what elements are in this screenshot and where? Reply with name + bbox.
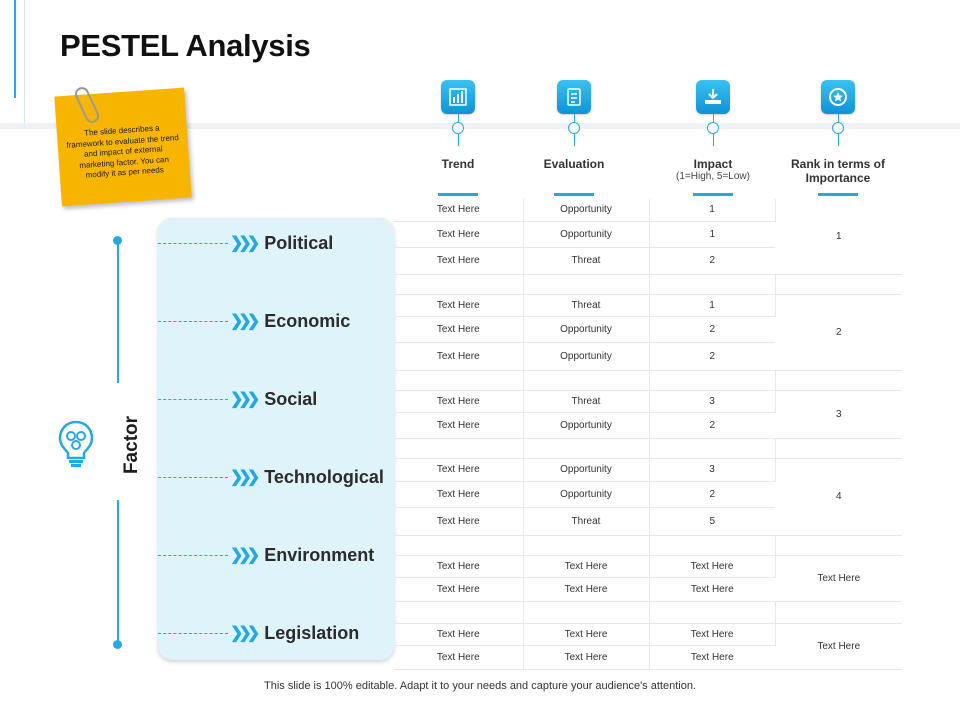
spacer-cell xyxy=(649,438,775,458)
evaluation-cell: Text Here xyxy=(523,555,649,577)
column-underline xyxy=(554,193,594,196)
trend-cell: Text Here xyxy=(394,577,523,601)
accent-bar xyxy=(14,0,16,98)
trend-cell: Text Here xyxy=(394,623,523,645)
spacer-cell xyxy=(775,438,902,458)
chevrons-icon: ❯❯❯ xyxy=(230,391,256,408)
column-underline xyxy=(438,193,478,196)
column-header-trend: Trend xyxy=(441,157,475,171)
axis-dot xyxy=(113,640,122,649)
spacer-row xyxy=(394,535,902,555)
chart-icon xyxy=(441,80,475,114)
table-row xyxy=(394,555,902,577)
impact-cell: 3 xyxy=(649,390,775,412)
star-badge-icon xyxy=(821,80,855,114)
connector-pin xyxy=(452,122,464,134)
rank-cell: 1 xyxy=(775,199,902,274)
evaluation-cell: Opportunity xyxy=(523,481,649,507)
spacer-cell xyxy=(523,535,649,555)
spacer-cell xyxy=(649,601,775,623)
chevrons-icon: ❯❯❯ xyxy=(230,235,256,252)
impact-cell: 3 xyxy=(649,458,775,481)
column-underline xyxy=(693,193,733,196)
rank-cell: Text Here xyxy=(775,555,902,601)
impact-cell: 2 xyxy=(649,481,775,507)
spacer-cell xyxy=(394,535,523,555)
evaluation-cell: Opportunity xyxy=(523,342,649,370)
impact-cell: Text Here xyxy=(649,645,775,669)
trend-cell: Text Here xyxy=(394,294,523,316)
dashed-connector xyxy=(158,243,228,244)
evaluation-cell: Text Here xyxy=(523,645,649,669)
pestel-table xyxy=(394,199,902,670)
sticky-note xyxy=(54,88,191,207)
connector-stem xyxy=(458,134,459,146)
rank-cell: 3 xyxy=(775,390,902,438)
rank-cell: Text Here xyxy=(775,623,902,669)
footer-note: This slide is 100% editable. Adapt it to your needs and capture your audience's attention. xyxy=(264,680,696,692)
spacer-cell xyxy=(649,535,775,555)
connector-stem xyxy=(713,134,714,146)
rank-cell: 4 xyxy=(775,458,902,535)
table-row xyxy=(394,623,902,645)
impact-cell: Text Here xyxy=(649,555,775,577)
accent-bar-thin xyxy=(24,0,25,128)
spacer-cell xyxy=(394,370,523,390)
chevrons-icon: ❯❯❯ xyxy=(230,469,256,486)
spacer-cell xyxy=(523,438,649,458)
impact-cell: 1 xyxy=(649,199,775,221)
dashed-connector xyxy=(158,555,228,556)
evaluation-cell: Threat xyxy=(523,294,649,316)
rank-cell: 2 xyxy=(775,294,902,370)
trend-cell: Text Here xyxy=(394,645,523,669)
factor-row-environment xyxy=(158,541,374,569)
spacer-cell xyxy=(394,601,523,623)
checklist-icon xyxy=(557,80,591,114)
trend-cell: Text Here xyxy=(394,316,523,342)
spacer-cell xyxy=(649,370,775,390)
factor-label: Legislation xyxy=(264,622,360,643)
trend-cell: Text Here xyxy=(394,247,523,274)
table-row xyxy=(394,199,902,221)
column-header-impact: Impact (1=High, 5=Low) xyxy=(663,157,763,182)
slide-title: PESTEL Analysis xyxy=(60,28,311,63)
dashed-connector xyxy=(158,477,228,478)
connector-pin xyxy=(832,122,844,134)
column-header-evaluation: Evaluation xyxy=(543,157,605,171)
chevrons-icon: ❯❯❯ xyxy=(230,625,256,642)
spacer-cell xyxy=(394,274,523,294)
impact-cell: 2 xyxy=(649,412,775,438)
connector-stem xyxy=(574,134,575,146)
chevrons-icon: ❯❯❯ xyxy=(230,547,256,564)
column-header-rank: Rank in terms of Importance xyxy=(790,157,886,185)
evaluation-cell: Opportunity xyxy=(523,221,649,247)
table-row xyxy=(394,458,902,481)
spacer-cell xyxy=(775,274,902,294)
impact-cell: Text Here xyxy=(649,577,775,601)
evaluation-cell: Threat xyxy=(523,507,649,535)
factor-label: Economic xyxy=(264,310,351,331)
axis-dot xyxy=(113,236,122,245)
factor-label: Environment xyxy=(264,544,375,565)
impact-cell: 1 xyxy=(649,294,775,316)
factor-row-social xyxy=(158,385,317,413)
trend-cell: Text Here xyxy=(394,390,523,412)
impact-cell: 1 xyxy=(649,221,775,247)
impact-cell: 2 xyxy=(649,247,775,274)
spacer-cell xyxy=(523,274,649,294)
factor-row-legislation xyxy=(158,619,359,647)
spacer-row xyxy=(394,274,902,294)
column-underline xyxy=(818,193,858,196)
factor-axis-label: Factor xyxy=(121,415,142,475)
table-row xyxy=(394,390,902,412)
evaluation-cell: Threat xyxy=(523,247,649,274)
spacer-row xyxy=(394,370,902,390)
evaluation-cell: Opportunity xyxy=(523,199,649,221)
spacer-row xyxy=(394,601,902,623)
connector-pin xyxy=(707,122,719,134)
trend-cell: Text Here xyxy=(394,199,523,221)
chevrons-icon: ❯❯❯ xyxy=(230,313,256,330)
evaluation-cell: Text Here xyxy=(523,623,649,645)
evaluation-cell: Opportunity xyxy=(523,412,649,438)
dashed-connector xyxy=(158,321,228,322)
factor-axis-line xyxy=(117,500,119,645)
spacer-cell xyxy=(523,601,649,623)
trend-cell: Text Here xyxy=(394,555,523,577)
evaluation-cell: Text Here xyxy=(523,577,649,601)
spacer-cell xyxy=(394,438,523,458)
trend-cell: Text Here xyxy=(394,481,523,507)
factor-label: Social xyxy=(264,388,318,409)
sticky-note-text: The slide describes a framework to evaluate the trend and impact of external marketing factor. You can modify it as per needs xyxy=(66,123,180,180)
trend-cell: Text Here xyxy=(394,412,523,438)
factor-row-political xyxy=(158,229,333,257)
spacer-cell xyxy=(775,370,902,390)
spacer-cell xyxy=(523,370,649,390)
factor-panel xyxy=(158,218,394,660)
trend-cell: Text Here xyxy=(394,507,523,535)
trend-cell: Text Here xyxy=(394,221,523,247)
spacer-cell xyxy=(649,274,775,294)
evaluation-cell: Opportunity xyxy=(523,316,649,342)
factor-axis-line xyxy=(117,240,119,383)
connector-pin xyxy=(568,122,580,134)
spacer-cell xyxy=(775,601,902,623)
impact-cell: 2 xyxy=(649,316,775,342)
lightbulb-gears-icon xyxy=(58,420,94,468)
trend-cell: Text Here xyxy=(394,458,523,481)
download-tray-icon xyxy=(696,80,730,114)
factor-label: Technological xyxy=(264,466,384,487)
impact-cell: 5 xyxy=(649,507,775,535)
factor-row-technological xyxy=(158,463,384,491)
spacer-row xyxy=(394,438,902,458)
evaluation-cell: Threat xyxy=(523,390,649,412)
table-row xyxy=(394,294,902,316)
impact-cell: Text Here xyxy=(649,623,775,645)
impact-cell: 2 xyxy=(649,342,775,370)
dashed-connector xyxy=(158,633,228,634)
connector-stem xyxy=(838,134,839,146)
dashed-connector xyxy=(158,399,228,400)
trend-cell: Text Here xyxy=(394,342,523,370)
evaluation-cell: Opportunity xyxy=(523,458,649,481)
spacer-cell xyxy=(775,535,902,555)
impact-scale-note: (1=High, 5=Low) xyxy=(676,171,750,182)
factor-row-economic xyxy=(158,307,350,335)
factor-label: Political xyxy=(264,232,334,253)
